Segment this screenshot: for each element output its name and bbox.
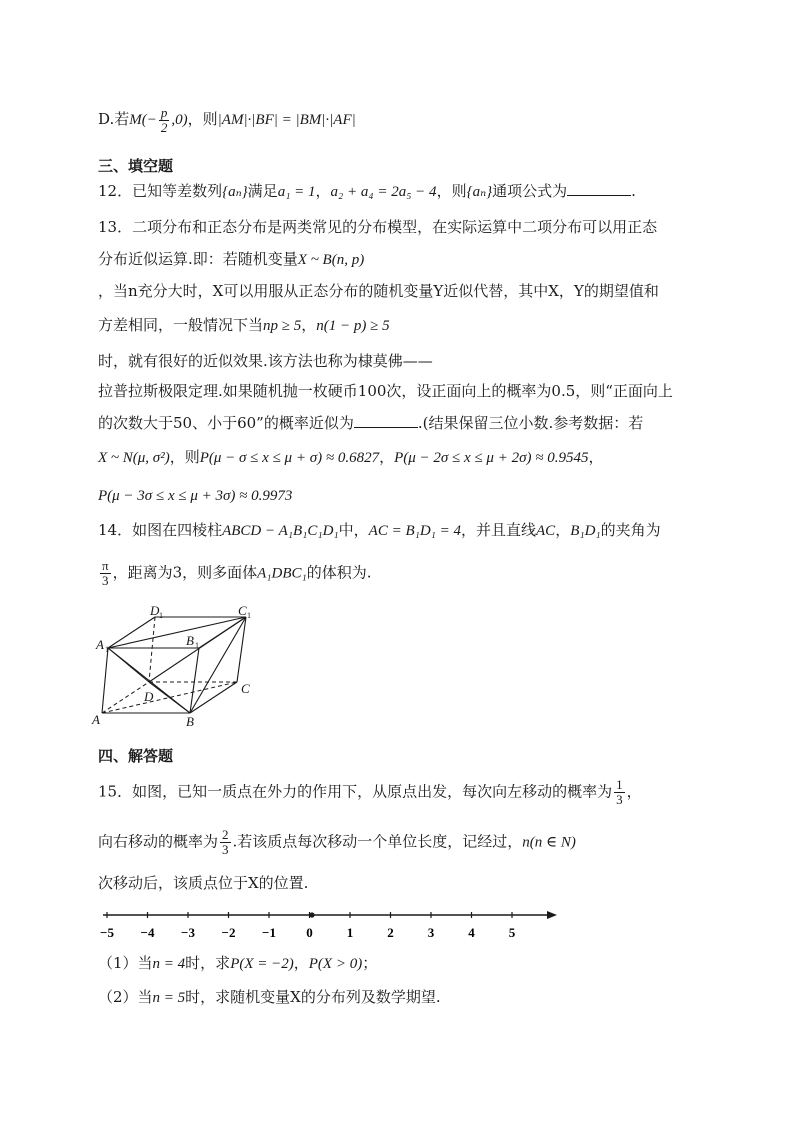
- label-B: B: [186, 714, 194, 729]
- question-13-line8: X ~ N(μ, σ²)，则P(μ − σ ≤ x ≤ μ + σ) ≈ 0.6827，P(μ − 2σ ≤ x ≤ μ + 2σ) ≈ 0.9545，: [98, 448, 604, 466]
- question-14-line2: $\frac{\pi}{3}$ ，距离为3，则多面体A₁DBC₁的体积为.: [102, 558, 372, 588]
- axis-tick-label: −5: [100, 925, 114, 940]
- question-13-line6: 拉普拉斯极限定理.如果随机抛一枚硬币100次，设正面向上的概率为0.5，则“正面向上: [98, 382, 673, 400]
- question-14-line1: 14．如图在四棱柱ABCD − A₁B₁C₁D₁中，AC = B₁D₁ = 4，并且直线AC，B₁D₁的夹角为: [98, 521, 661, 539]
- fraction-two-thirds: $\frac{2}{3}$: [222, 827, 229, 857]
- svg-text:1: 1: [195, 641, 199, 650]
- label-D: D: [144, 689, 154, 704]
- point-m: M(− $\frac{p}{2}$ ,0): [129, 105, 188, 135]
- label-A: A: [92, 712, 100, 727]
- question-13-line3: ，当n充分大时，X可以用服从正态分布的随机变量Y近似代替，其中X，Y的期望值和: [98, 282, 659, 300]
- question-13-line4: 方差相同，一般情况下当np ≥ 5，n(1 − p) ≥ 5: [98, 316, 390, 334]
- axis-tick-label: 1: [346, 925, 354, 940]
- label-A1: A: [96, 637, 104, 652]
- label-C1: C: [238, 603, 247, 618]
- point-fraction: $\frac{p}{2}$: [160, 105, 168, 135]
- svg-text:1: 1: [105, 645, 109, 654]
- question-15-line1: 15．如图，已知一质点在外力的作用下，从原点出发，每次向左移动的概率为 $\frac{1}{3}$ ，: [98, 777, 642, 807]
- prism-figure: [90, 600, 270, 735]
- pi-over-3-fraction: $\frac{\pi}{3}$: [102, 558, 109, 588]
- axis-tick-label: 5: [508, 925, 516, 940]
- question-15-line2: 向右移动的概率为 $\frac{2}{3}$ .若该质点每次移动一个单位长度，记经过，n(n ∈ N): [98, 827, 576, 857]
- axis-ticks: [100, 912, 516, 940]
- question-13-line1: 13．二项分布和正态分布是两类常见的分布模型，在实际运算中二项分布可以用正态: [98, 218, 658, 236]
- axis-tick-label: −2: [221, 925, 236, 940]
- option-d-equation: |AM|·|BF| = |BM|·|AF|: [217, 111, 356, 128]
- question-13-line5: 时，就有很好的近似效果.该方法也称为棣莫佛——: [98, 352, 433, 370]
- question-13-line7: 的次数大于50、小于60”的概率近似为 .(结果保留三位小数.参考数据：若: [98, 414, 644, 432]
- origin-dot: [309, 912, 314, 917]
- fraction-one-third: $\frac{1}{3}$: [616, 777, 623, 807]
- arrow-right-icon: [547, 911, 557, 919]
- axis-tick-label: 4: [468, 925, 475, 940]
- question-15-part2: （2）当n = 5时，求随机变量X的分布列及数学期望.: [98, 988, 441, 1006]
- axis-tick-label: 2: [387, 925, 394, 940]
- svg-text:1: 1: [247, 611, 251, 620]
- axis-tick-label: −3: [181, 925, 195, 940]
- axis-tick-label: −4: [140, 925, 155, 940]
- option-d-prefix: D.若: [98, 109, 130, 128]
- section-title-answer: 四、解答题: [98, 747, 174, 765]
- label-B1: B: [186, 633, 194, 648]
- question-12: 12．已知等差数列{aₙ}满足a₁ = 1，a₂ + a₄ = 2a₅ − 4，则{aₙ}通项公式为 .: [98, 182, 636, 200]
- question-13-line9: P(μ − 3σ ≤ x ≤ μ + 3σ) ≈ 0.9973: [98, 488, 293, 504]
- axis-tick-label: 3: [427, 925, 435, 940]
- answer-blank-13[interactable]: [354, 413, 418, 428]
- option-d: D.若M(− $\frac{p}{2}$ ,0)，则|AM|·|BF| = |BM|·|AF|: [98, 105, 356, 135]
- question-15-part1: （1）当n = 4时，求P(X = −2)，P(X > 0)；: [98, 954, 378, 972]
- section-title-fill-blank: 三、填空题: [98, 157, 174, 175]
- svg-text:1: 1: [159, 611, 163, 620]
- question-15-line3: 次移动后，该质点位于X的位置.: [98, 874, 309, 892]
- label-D1: D: [150, 603, 160, 618]
- label-C: C: [241, 681, 250, 696]
- axis-tick-label: 0: [306, 925, 313, 940]
- question-13-line2: 分布近似运算.即：若随机变量X ~ B(n, p): [98, 250, 365, 268]
- answer-blank-12[interactable]: [567, 181, 631, 196]
- number-line: [95, 903, 575, 945]
- axis-tick-label: −1: [262, 925, 276, 940]
